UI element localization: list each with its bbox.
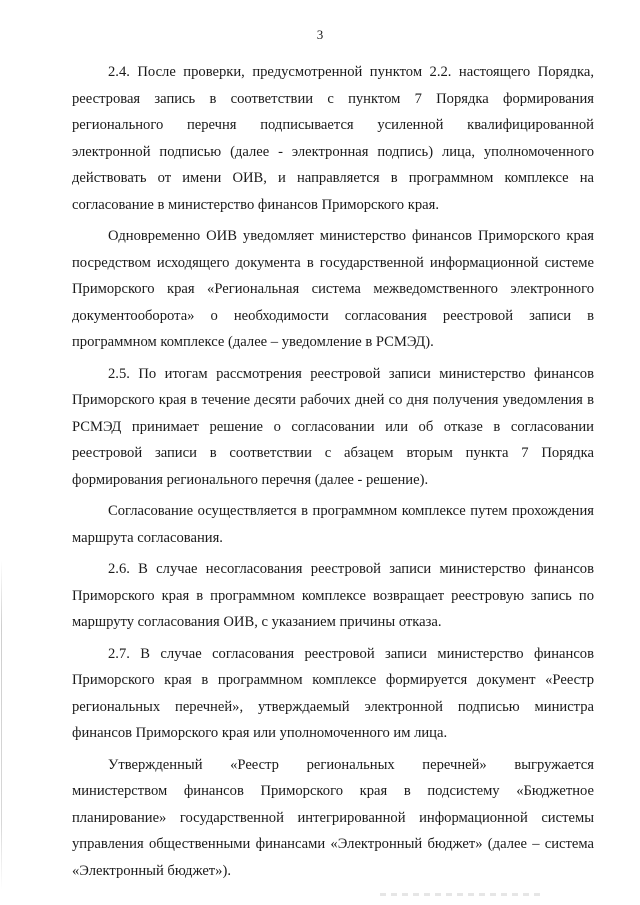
paragraph-2-6: 2.6. В случае несогласования реестровой записи министерство финансов Приморского края в программном комплексе возвращает реестровую запись по маршруту согласования ОИВ, с указанием причины отказа. <box>72 561 594 630</box>
scan-edge-artifact <box>1 560 2 890</box>
page-number: 3 <box>316 27 324 42</box>
paragraph-2-5: 2.5. По итогам рассмотрения реестровой записи министерство финансов Приморского края в течение десяти рабочих дней со дня получения уведомления в РСМЭД принимает решение о согласовании или об отказе в согласовании реестровой записи в соответствии с абзацем вторым пункта 7 Порядка формирования регионального перечня (далее - решение). <box>72 365 594 488</box>
paragraph-notification: Одновременно ОИВ уведомляет министерство финансов Приморского края посредством исходящего документа в государственной информационной системе Приморского края «Региональная система межведомственного электронного документооборота» о необходимости согласования реестровой записи в программном комплексе (далее – уведомление в РСМЭД). <box>72 228 594 350</box>
paragraph-2-4: 2.4. После проверки, предусмотренной пунктом 2.2. настоящего Порядка, реестровая запись в соответствии с пунктом 7 Порядка формирования регионального перечня подписывается усиленной квалифицированной электронной подписью (далее - электронная подпись) лица, уполномоченного действовать от имени ОИВ, и направляется в программном комплексе на согласование в министерство финансов Приморского края. <box>72 64 594 213</box>
paragraph-registry-upload: Утвержденный «Реестр региональных перечней» выгружается министерством финансов Приморского края в подсистему «Бюджетное планирование» государственной интегрированной информационной системы управления общественными финансами «Электронный бюджет» (далее – система «Электронный бюджет»). <box>72 756 594 879</box>
scan-bottom-artifact <box>380 893 540 896</box>
paragraph-approval-route: Согласование осуществляется в программном комплексе путем прохождения маршрута согласования. <box>72 503 594 546</box>
paragraph-2-7: 2.7. В случае согласования реестровой записи министерство финансов Приморского края в программном комплексе формируется документ «Реестр региональных перечней», утверждаемый электронной подписью министра финансов Приморского края или уполномоченного им лица. <box>72 645 594 741</box>
document-body <box>72 59 594 889</box>
